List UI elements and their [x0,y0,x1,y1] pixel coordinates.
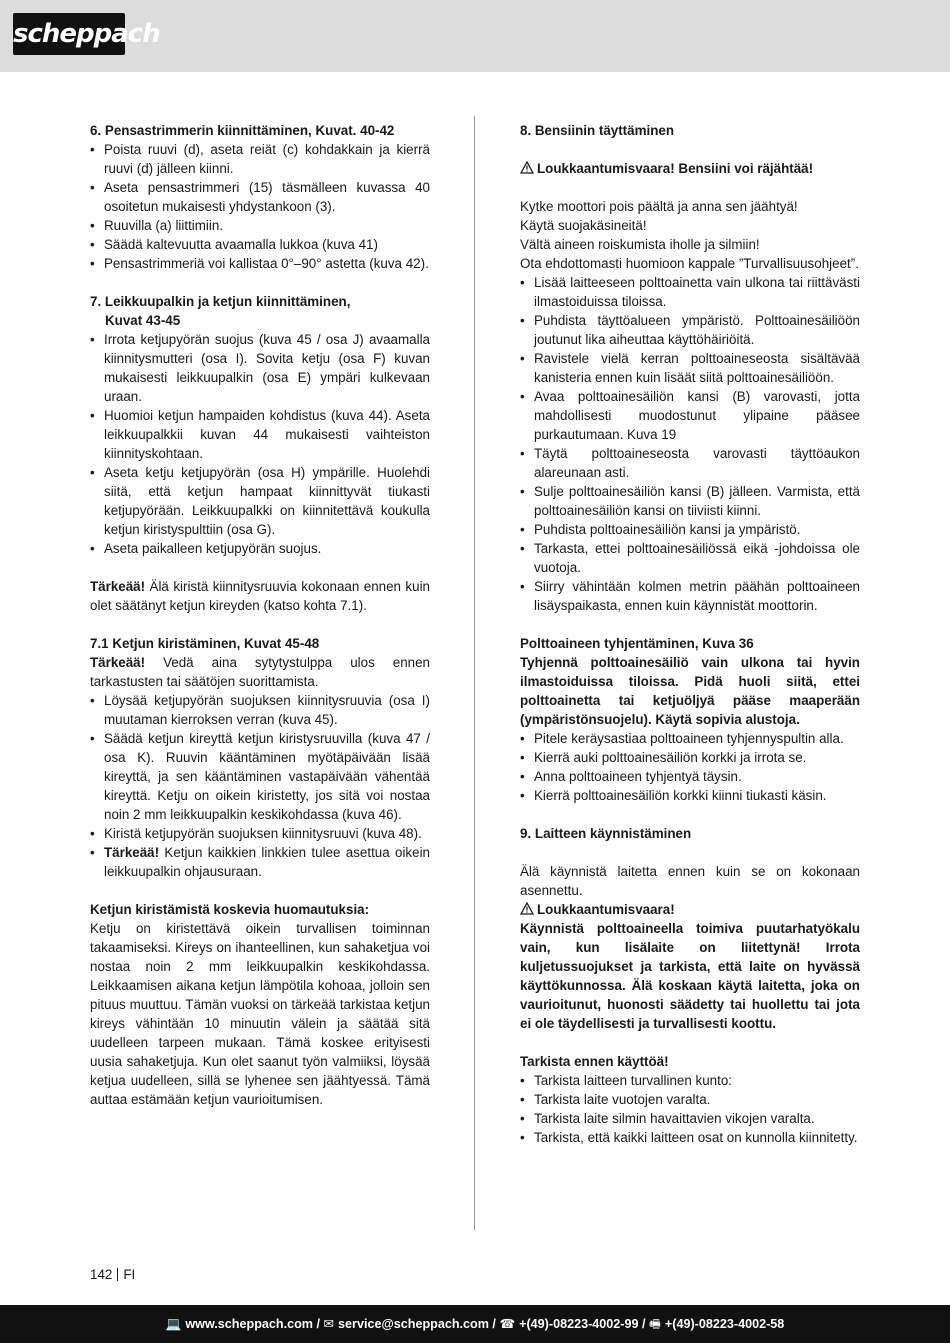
section-7-title [90,292,430,330]
fuel-empty-list [520,729,860,805]
section-7-list [90,330,430,558]
section-7-1-title: 7.1 Ketjun kiristäminen, Kuvat 45-48 [90,636,320,651]
spacer [520,178,860,197]
list-item: • Tarkista laitteen turvallinen kunto: [520,1071,860,1090]
text-line: Käytä suojakäsineitä! [520,218,647,233]
section-6-list [90,140,430,273]
list-item: • Puhdista täyttöalueen ympäristö. Polttoainesäiliöön joutunut lika aiheuttaa käyttöhäiriöitä. [520,311,860,349]
list-item: • Irrota ketjupyörän suojus (kuva 45 / osa J) avaamalla kiinnitysmutteri (osa I). Sovita ketju (osa F) kuvan mukaisesti leikkuupalkin (osa E) ympäri kulkevaan uraan. [90,330,430,406]
scheppach-logo: scheppach [13,13,125,55]
website-link[interactable]: www.scheppach.com [185,1317,313,1331]
list-item: • Tarkasta, ettei polttoainesäiliössä eikä -johdoissa ole vuotoja. [520,539,860,577]
list-item: • Täytä polttoaineseosta varovasti täyttöaukon alareunaan asti. [520,444,860,482]
section-9-warning [520,900,860,919]
warning-triangle-icon [520,161,534,174]
section-7-title-line1: 7. Leikkuupalkin ja ketjun kiinnittäminen, [90,294,351,309]
spacer [520,140,860,159]
contact-footer [0,1305,950,1343]
email-link[interactable]: service@scheppach.com [338,1317,489,1331]
list-item: • Aseta paikalleen ketjupyörän suojus. [90,539,430,558]
spacer [90,881,430,900]
separator: / [488,1317,500,1331]
column-divider [474,116,475,1230]
list-item: • Säädä kaltevuutta avaamalla lukkoa (kuva 41) [90,235,430,254]
page-number-value: 142 [90,1267,113,1282]
list-item: • Ravistele vielä kerran polttoaineseosta sisältävää kanisteria ennen kuin lisäät siitä polttoainesäiliöön. [520,349,860,387]
separator: / [312,1317,324,1331]
important-text: Vedä aina sytytystulppa ulos ennen tarkastusten tai säätöjen suorittamista. [90,655,430,689]
text-line: Vältä aineen roiskumista iholle ja silmiin! [520,237,760,252]
list-item: • Siirry vähintään kolmen metrin päähän polttoaineen lisäyspaikasta, ennen kuin käynnistät moottorin. [520,577,860,615]
fax-number: +(49)-08223-4002-58 [664,1317,785,1331]
page-separator [117,1268,118,1281]
notes-text: Ketju on kiristettävä oikein turvallisen toiminnan takaamiseksi. Kireys on ihanteellinen, kun sahaketjua voi nostaa noin 2 mm leikkuupalkin keskikohdassa. Leikkaamisen aikana ketjun lämpötila kohoaa, jolloin sen pituus muuttuu. Tämän vuoksi on tärkeää tarkistaa ketjun kireys vähintään 10 minuutin välein ja säätää sitä uudelleen tarpeen mukaan. Tämä koskee erityisesti uusia sahaketjuja. Kun olet saanut työn valmiiksi, löysää ketjua uudelleen, sillä se lyhenee sen jäähtyessä. Tämä auttaa estämään ketjun vaurioitumisen. [90,921,430,1107]
phone-number: +(49)-08223-4002-99 [519,1317,639,1331]
check-list [520,1071,860,1147]
right-column [520,121,860,1147]
check-title: Tarkista ennen käyttöä! [520,1054,669,1069]
list-item: • Löysää ketjupyörän suojuksen kiinnitysruuvia (osa I) muutaman kierroksen verran (kuva 45). [90,691,430,729]
list-item: • Lisää laitteeseen polttoainetta vain ulkona tai riittävästi ilmastoiduissa tiloissa. [520,273,860,311]
section-9-text: Älä käynnistä laitetta ennen kuin se on kokonaan asennettu. [520,864,860,898]
warning-triangle-icon [520,902,534,915]
important-label: Tärkeää! [90,655,146,670]
list-item: • Sulje polttoainesäiliön kansi (B) jälleen. Varmista, että polttoainesäiliön kansi on tiiviisti kiinni. [520,482,860,520]
section-8-title: 8. Bensiinin täyttäminen [520,123,675,138]
list-item: • Kiristä ketjupyörän suojuksen kiinnitysruuvi (kuva 48). [90,824,430,843]
important-text: Älä kiristä kiinnitysruuvia kokonaan ennen kuin olet säätänyt ketjun kireyden (katso kohta 7.1). [90,579,430,613]
important-note [90,577,430,615]
section-9-bold-text: Käynnistä polttoaineella toimiva puutarhatyökalu vain, kun lisälaite on liitettynä! Irrota kuljetussuojukset ja tarkista, että laite on hyvässä käyttökunnossa. Älä koskaan käytä laitetta, joka on vaurioitunut, huonosti säädetty tai huollettu tai jota ei ole täydellisesti ja turvallisesti koottu. [520,921,860,1031]
warning-text: Loukkaantumisvaara! [537,902,675,917]
list-item: • Pensastrimmeriä voi kallistaa 0°–90° astetta (kuva 42). [90,254,430,273]
list-item: • Säädä ketjun kireyttä ketjun kiristysruuvilla (kuva 47 / osa K). Ruuvin kääntäminen myötäpäivään lisää kireyttä, ja sen kääntäminen vastapäivään vähentää kireyttä. Ketju on oikein kiristetty, jos sitä voi nostaa noin 2 mm leikkuupalkin keskikohdassa (kuva 46). [90,729,430,824]
important-label: Tärkeää! [104,845,160,860]
computer-icon: 💻 [165,1317,182,1331]
list-item: • Anna polttoaineen tyhjentyä täysin. [520,767,860,786]
list-item: • Kierrä auki polttoainesäiliön korkki ja irrota se. [520,748,860,767]
list-item: • Aseta ketju ketjupyörän (osa H) ympärille. Huolehdi siitä, että ketjun hampaat kiinnittyvät tiukasti ketjupyörään. Leikkuupalkki on kiinnitettävä koukulla ketjun kiristyspulttiin (osa G). [90,463,430,539]
phone-icon: ☎ [499,1317,516,1331]
text-line: Ota ehdottomasti huomioon kappale ”Turvallisuusohjeet”. [520,256,859,271]
notes-title: Ketjun kiristämistä koskevia huomautuksia: [90,902,370,917]
section-8-list [520,273,860,615]
list-item: • Tarkista laite vuotojen varalta. [520,1090,860,1109]
separator: / [638,1317,650,1331]
list-item: • Poista ruuvi (d), aseta reiät (c) kohdakkain ja kierrä ruuvi (d) jälleen kiinni. [90,140,430,178]
warning-text: Loukkaantumisvaara! Bensiini voi räjähtää! [537,161,814,176]
list-item: • Tarkista laite silmin havaittavien vikojen varalta. [520,1109,860,1128]
left-column [90,121,430,1109]
header-band [0,0,950,72]
page-number [90,1266,135,1284]
important-text: Ketjun kaikkien linkkien tulee asettua oikein leikkuupalkin ohjausuraan. [104,845,430,879]
spacer [520,805,860,824]
list-item: • Avaa polttoainesäiliön kansi (B) varovasti, jotta mahdollisesti muodostunut ylipaine pääsee purkautumaan. Kuva 19 [520,387,860,444]
section-8-warning [520,159,860,178]
fuel-empty-warning: Tyhjennä polttoainesäiliö vain ulkona tai hyvin ilmastoiduissa tiloissa. Pidä huoli siitä, ettei polttoainetta tai ketjuöljyä pääse maaperään (ympäristönsuojelu). Käytä sopivia alustoja. [520,655,860,727]
text-line: Kytke moottori pois päältä ja anna sen jäähtyä! [520,199,798,214]
list-item: • Huomioi ketjun hampaiden kohdistus (kuva 44). Aseta leikkuupalkkii kuvan 44 mukaisesti vaihteiston kiinnityskohtaan. [90,406,430,463]
spacer [90,273,430,292]
list-item: • Tarkista, että kaikki laitteen osat on kunnolla kiinnitetty. [520,1128,860,1147]
list-item: • Puhdista polttoainesäiliön kansi ja ympäristö. [520,520,860,539]
spacer [90,615,430,634]
section-7-1-important [90,653,430,691]
section-9-title: 9. Laitteen käynnistäminen [520,826,692,841]
list-item: • Kierrä polttoainesäiliön korkki kiinni tiukasti käsin. [520,786,860,805]
section-6-title: 6. Pensastrimmerin kiinnittäminen, Kuvat. 40-42 [90,123,395,138]
list-item: • Pitele keräysastiaa polttoaineen tyhjennyspultin alla. [520,729,860,748]
fax-icon: 🖷 [649,1317,661,1331]
spacer [90,558,430,577]
section-7-title-line2: Kuvat 43-45 [105,313,181,328]
list-item: • Ruuvilla (a) liittimiin. [90,216,430,235]
list-item [90,843,430,881]
important-label: Tärkeää! [90,579,146,594]
list-item: • Aseta pensastrimmeri (15) täsmälleen kuvassa 40 osoitetun mukaisesti yhdystankoon (3). [90,178,430,216]
email-icon: ✉ [323,1317,335,1331]
section-7-1-list [90,691,430,881]
spacer [520,1033,860,1052]
spacer [520,615,860,634]
spacer [520,843,860,862]
fuel-empty-title: Polttoaineen tyhjentäminen, Kuva 36 [520,636,754,651]
language-code: FI [123,1267,136,1282]
